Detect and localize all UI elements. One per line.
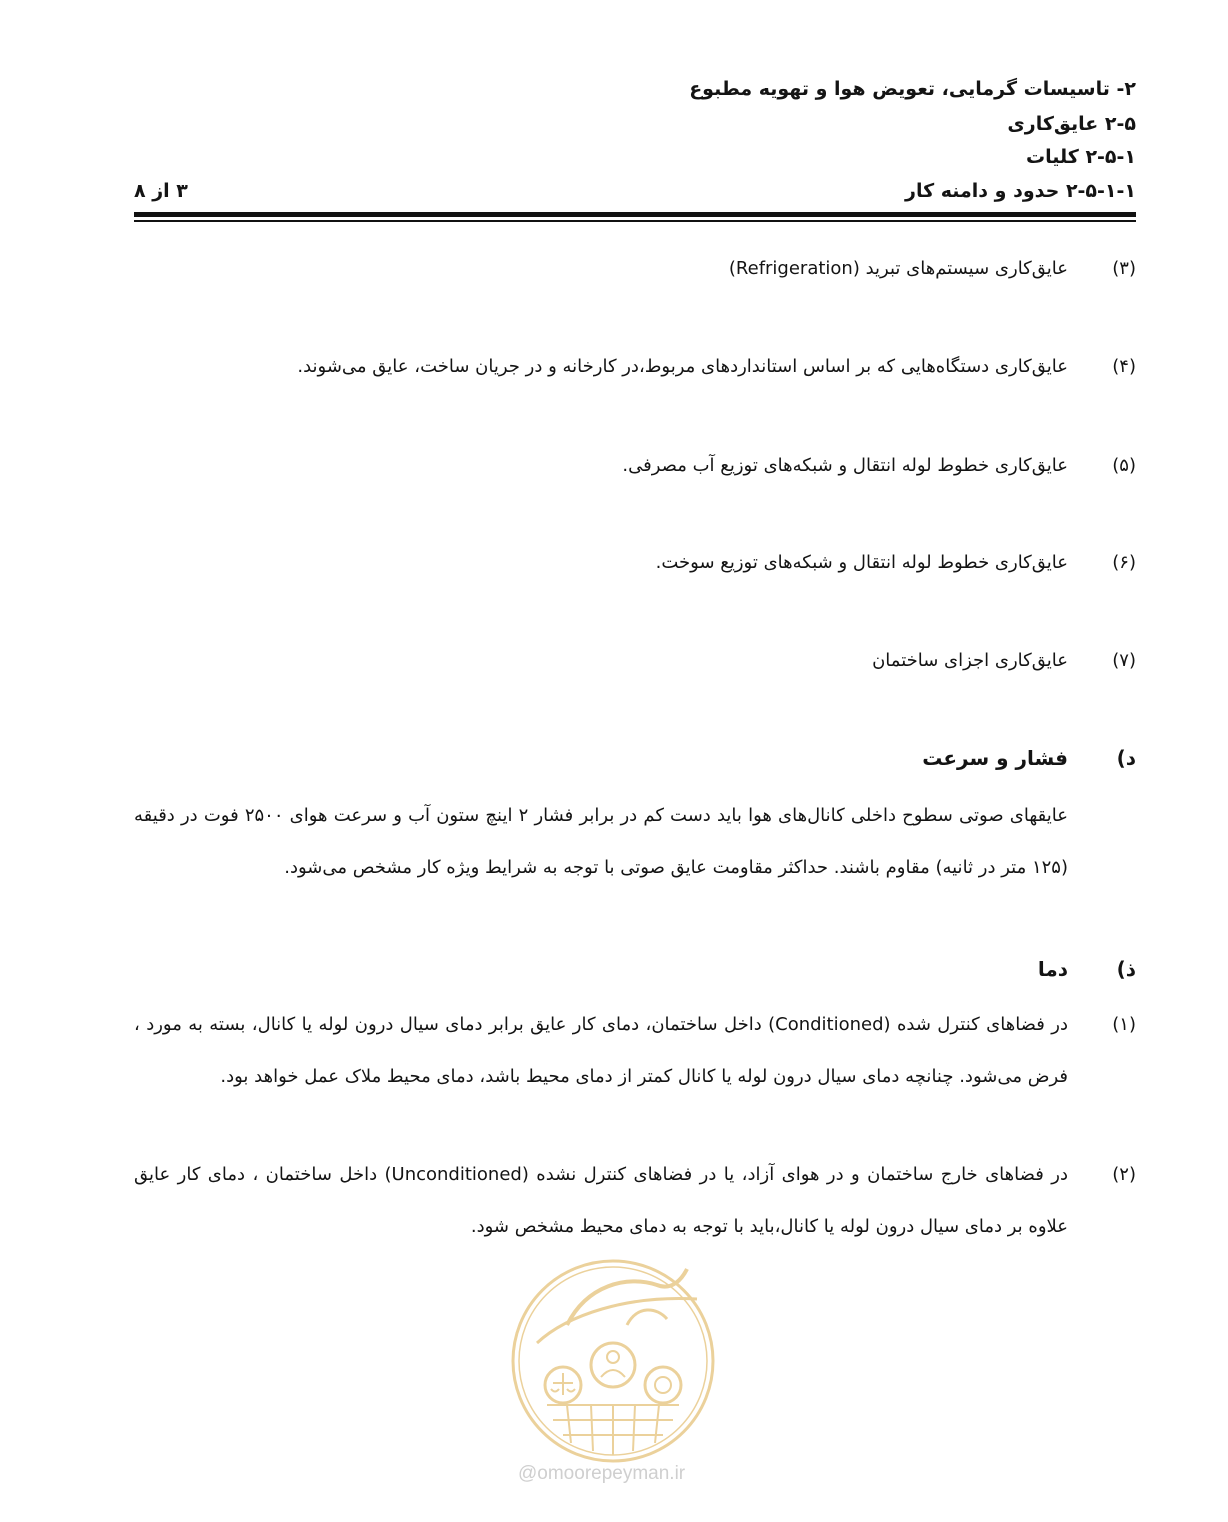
item-text: عایق‌کاری خطوط لوله انتقال و شبکه‌های توزیع سوخت. — [655, 552, 1068, 573]
item-number: (۳) — [1112, 258, 1136, 279]
watermark-seal-logo — [507, 1255, 719, 1467]
header-section: ۲-۵ عایق‌کاری — [1007, 113, 1136, 135]
section-d-letter: د) — [1116, 746, 1136, 770]
header-topic: ۲-۵-۱-۱ حدود و دامنه کار — [905, 180, 1136, 202]
item-text-line: در فضاهای خارج ساختمان و در هوای آزاد، یا در فضاهای کنترل نشده (Unconditioned) داخل ساختمان ، دمای کار عایق — [134, 1164, 1068, 1185]
section-z-letter: ذ) — [1116, 957, 1136, 981]
item-text: عایق‌کاری سیستم‌های تبرید (Refrigeration) — [728, 258, 1068, 279]
item-number: (۱) — [1112, 1014, 1136, 1035]
item-number: (۷) — [1112, 650, 1136, 671]
section-d-paragraph-line: عایقهای صوتی سطوح داخلی کانال‌های هوا باید دست کم در برابر فشار ۲ اینچ ستون آب و سرعت هوای ۲۵۰۰ فوت در دقیقه — [134, 805, 1069, 826]
item-text: عایق‌کاری اجزای ساختمان — [872, 650, 1068, 671]
header-divider-thick — [134, 212, 1136, 217]
section-z-title: دما — [1037, 957, 1068, 981]
item-number: (۵) — [1112, 455, 1136, 476]
item-number: (۲) — [1112, 1164, 1136, 1185]
section-d-paragraph-line: (۱۲۵ متر در ثانیه) مقاوم باشند. حداکثر مقاومت عایق صوتی با توجه به شرایط ویژه کار مشخص می‌شود. — [284, 857, 1068, 878]
item-number: (۶) — [1112, 552, 1136, 573]
page-number: ۳ از ۸ — [134, 180, 188, 202]
item-text-line: در فضاهای کنترل شده (Conditioned) داخل ساختمان، دمای کار عایق برابر دمای سیال درون لوله یا کانال، بسته به مورد ، — [134, 1014, 1068, 1035]
item-text-line: فرض می‌شود. چنانچه دمای سیال درون لوله یا کانال کمتر از دمای محیط باشد، دمای محیط ملاک عمل خواهد بود. — [220, 1066, 1068, 1087]
header-chapter: ۲- تاسیسات گرمایی، تعویض هوا و تهویه مطبوع — [689, 78, 1136, 100]
item-text: عایق‌کاری خطوط لوله انتقال و شبکه‌های توزیع آب مصرفی. — [622, 455, 1068, 476]
header-subsection: ۲-۵-۱ کلیات — [1026, 146, 1136, 168]
section-d-title: فشار و سرعت — [922, 746, 1068, 770]
header-divider-thin — [134, 220, 1136, 222]
item-number: (۴) — [1112, 356, 1136, 377]
item-text: عایق‌کاری دستگاه‌هایی که بر اساس استانداردهای مربوط،در کارخانه و در جریان ساخت، عایق می‌شوند. — [297, 356, 1068, 377]
item-text-line: علاوه بر دمای سیال درون لوله یا کانال،باید با توجه به دمای محیط مشخص شود. — [470, 1216, 1068, 1237]
watermark-site-url: @omoorepeyman.ir — [518, 1463, 686, 1484]
